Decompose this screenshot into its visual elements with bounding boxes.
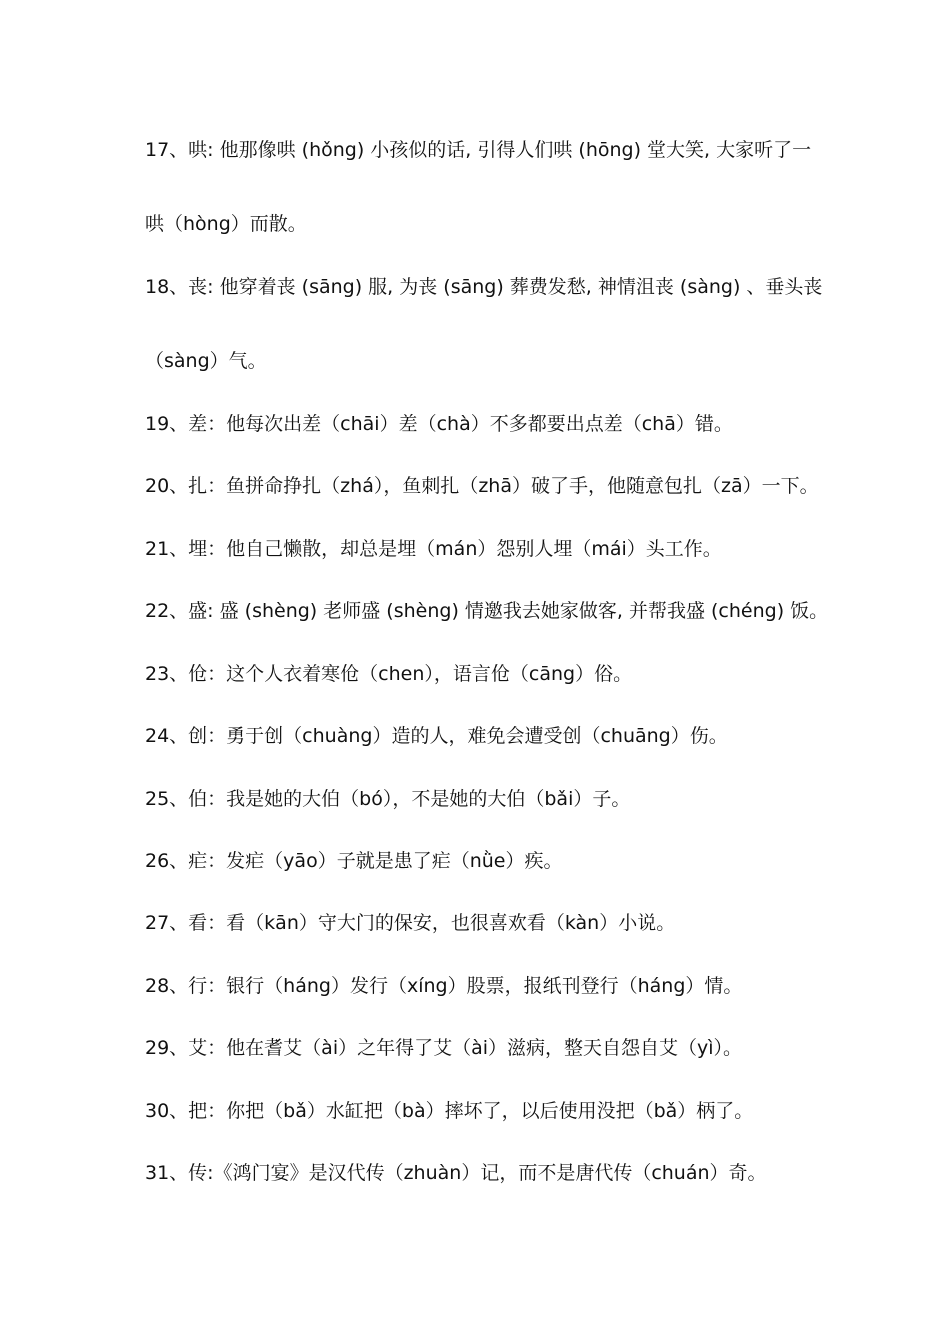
entry-26: 26、疟：发疟（yāo）子就是患了疟（nǜe）疾。: [145, 850, 563, 872]
entry-30: 30、把：你把（bǎ）水缸把（bà）摔坏了，以后使用没把（bǎ）柄了。: [145, 1100, 754, 1122]
entry-20: 20、扎：鱼拼命挣扎（zhá），鱼刺扎（zhā）破了手，他随意包扎（zā）一下。: [145, 475, 819, 497]
entry-31: 31、传:《鸿门宴》是汉代传（zhuàn）记，而不是唐代传（chuán）奇。: [145, 1162, 767, 1184]
entry-28: 28、行：银行（háng）发行（xíng）股票，报纸刊登行（háng）情。: [145, 975, 743, 997]
entry-29: 29、艾：他在耆艾（ài）之年得了艾（ài）滋病，整天自怨自艾（yì）。: [145, 1037, 743, 1059]
entry-18-line-1: 18、丧: 他穿着丧 (sāng) 服, 为丧 (sāng) 葬费发愁, 神情沮丧 (sàng) 、垂头丧: [145, 276, 823, 298]
entry-17-line-1: 17、哄: 他那像哄 (hǒng) 小孩似的话, 引得人们哄 (hōng) 堂大笑, 大家听了一: [145, 139, 812, 161]
entry-21: 21、埋：他自己懒散，却总是埋（mán）怨别人埋（mái）头工作。: [145, 538, 722, 560]
entry-19: 19、差：他每次出差（chāi）差（chà）不多都要出点差（chā）错。: [145, 413, 733, 435]
entry-25: 25、伯：我是她的大伯（bó），不是她的大伯（bǎi）子。: [145, 788, 631, 810]
entry-17-line-2: 哄（hòng）而散。: [145, 213, 307, 235]
entry-24: 24、创：勇于创（chuàng）造的人，难免会遭受创（chuāng）伤。: [145, 725, 728, 747]
entry-27: 27、看：看（kān）守大门的保安，也很喜欢看（kàn）小说。: [145, 912, 676, 934]
entry-22: 22、盛: 盛 (shèng) 老师盛 (shèng) 情邀我去她家做客, 并帮我盛 (chéng) 饭。: [145, 600, 829, 622]
entry-23: 23、伧：这个人衣着寒伧（chen），语言伧（cāng）俗。: [145, 663, 633, 685]
entry-18-line-2: （sàng）气。: [145, 350, 267, 372]
